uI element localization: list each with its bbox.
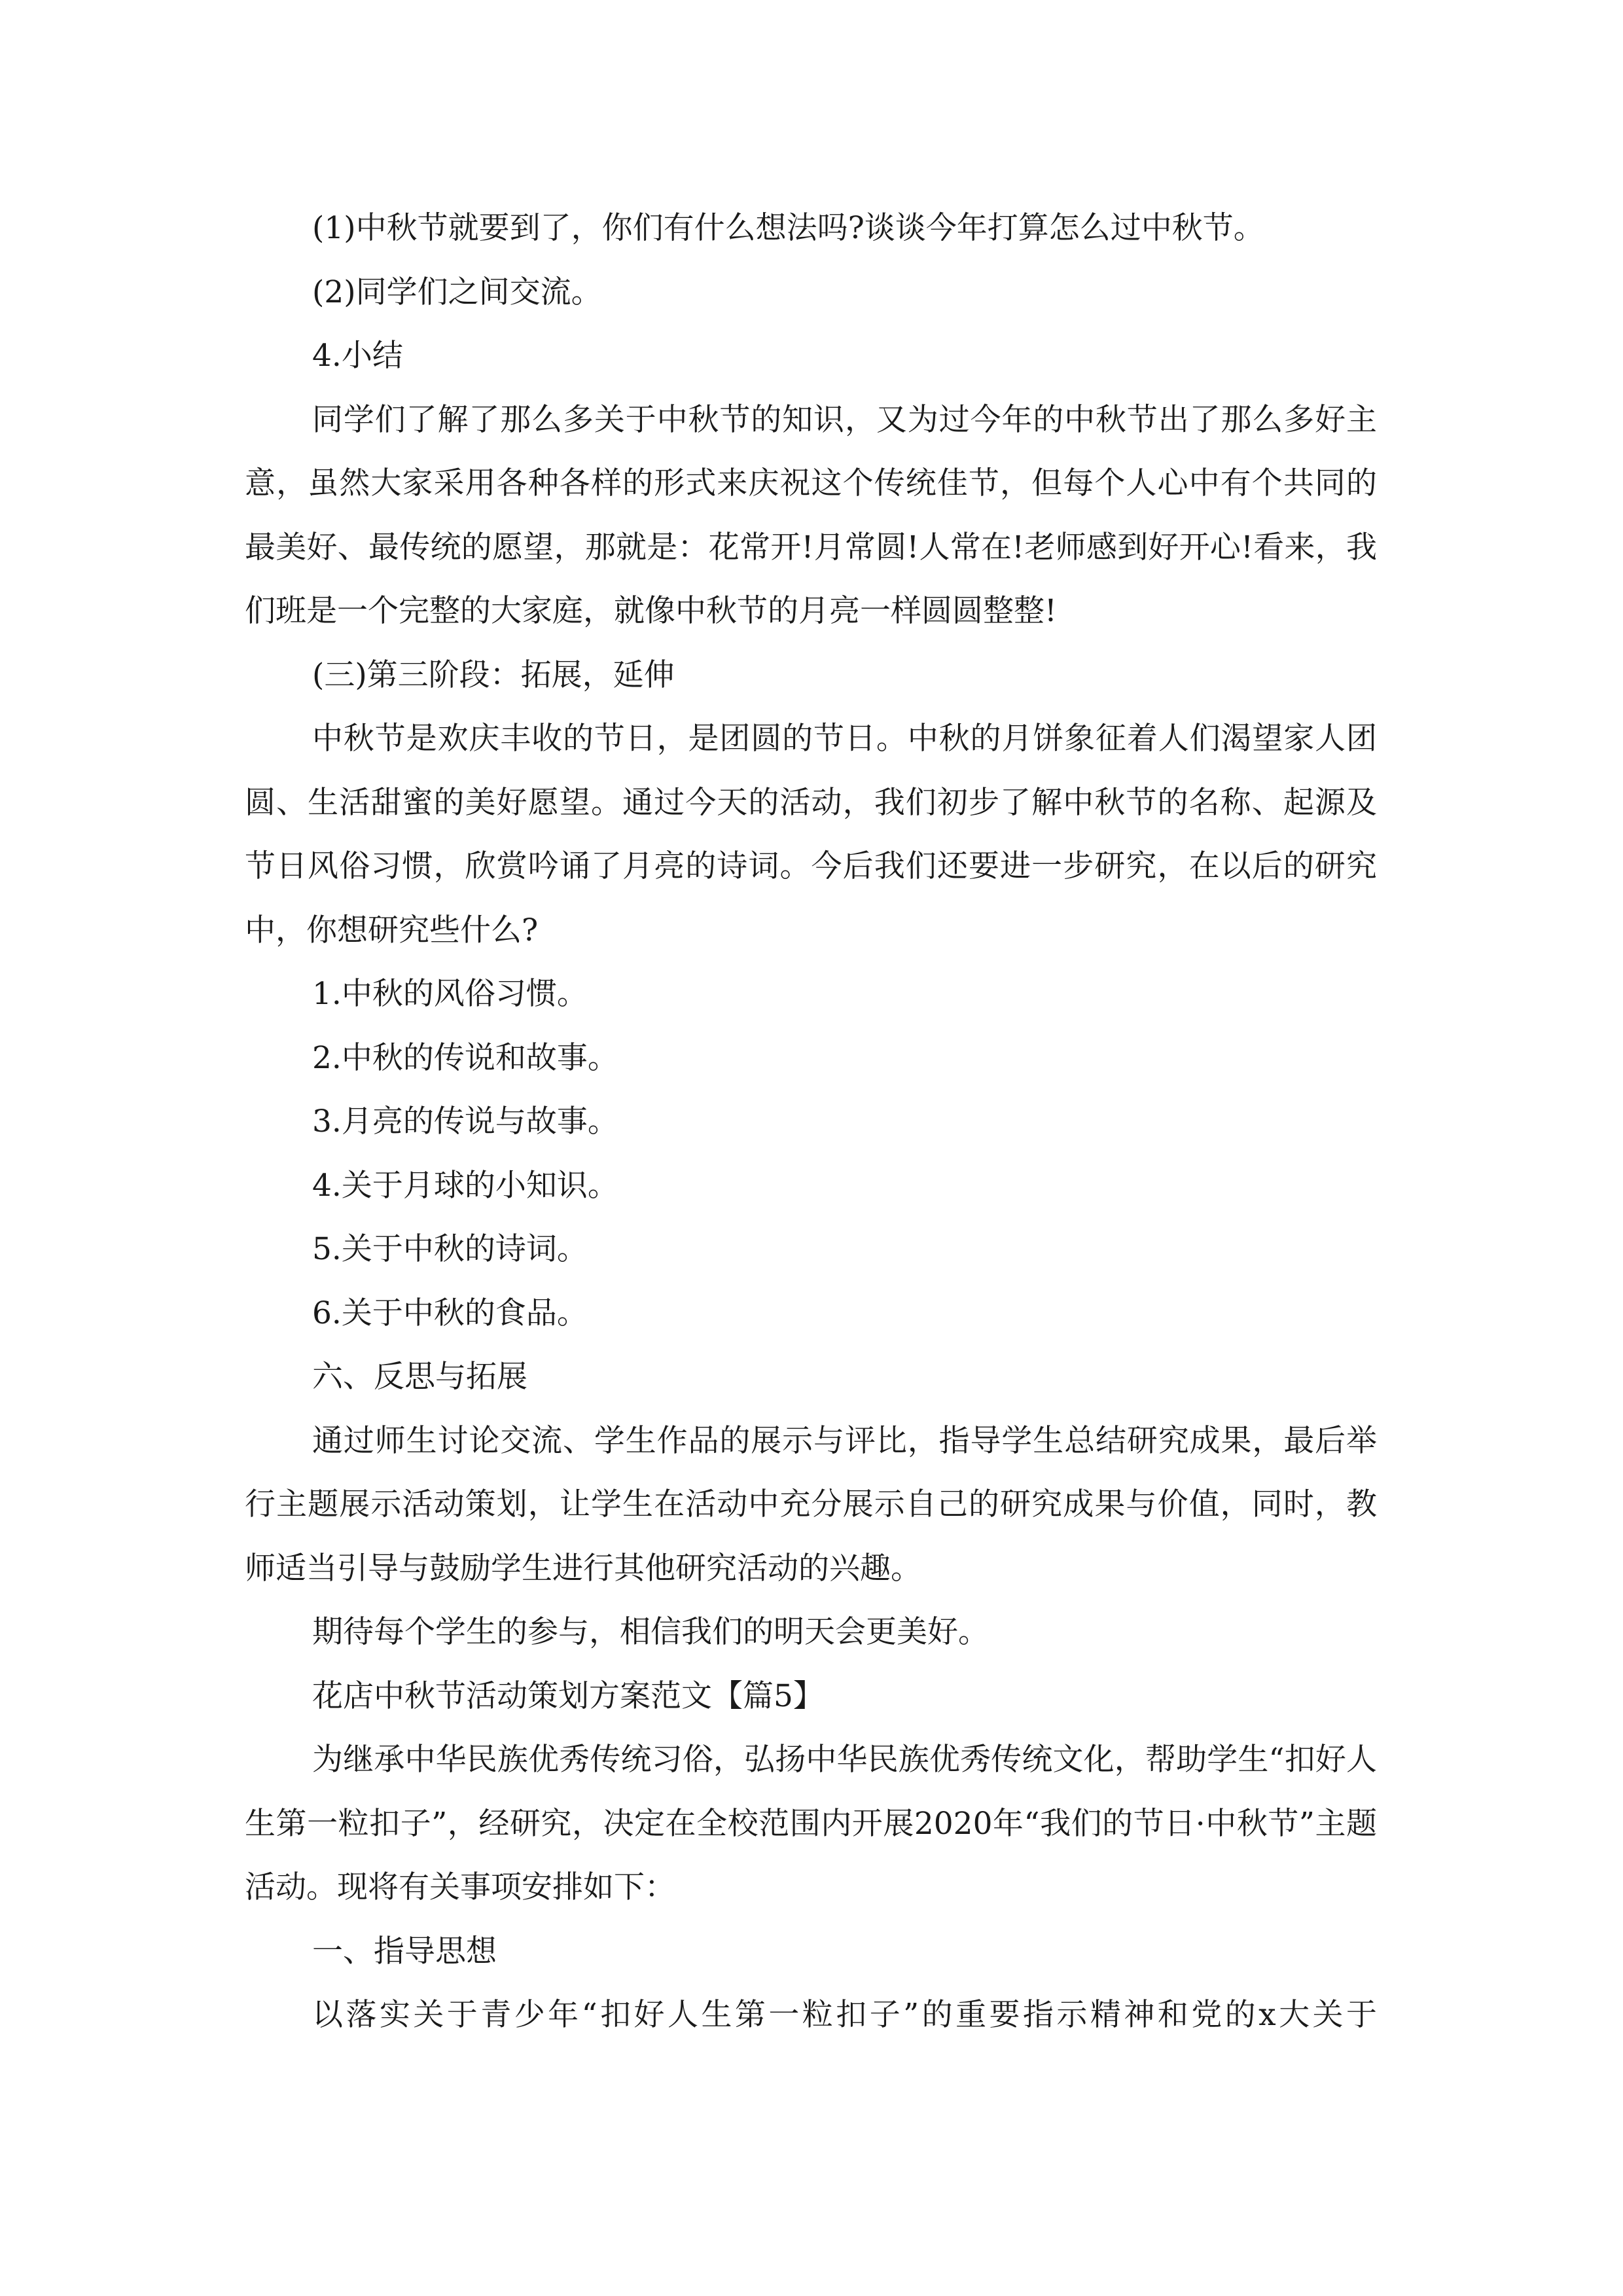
- heading-stage-three: (三)第三阶段：拓展，延伸: [312, 656, 675, 693]
- list-item-3: 3.月亮的传说与故事。: [312, 1103, 618, 1139]
- heading-guiding-idea: 一、指导思想: [312, 1933, 497, 1969]
- section-title-part-5: 花店中秋节活动策划方案范文【篇5】: [312, 1677, 824, 1714]
- list-item-6: 6.关于中秋的食品。: [312, 1295, 588, 1331]
- paragraph-question-1: (1)中秋节就要到了，你们有什么想法吗?谈谈今年打算怎么过中秋节。: [312, 210, 1264, 246]
- document-page: [245, 196, 1377, 2047]
- heading-summary: 4.小结: [312, 338, 403, 374]
- paragraph-guiding-idea: 以落实关于青少年“扣好人生第一粒扣子”的重要指示精神和党的x大关于: [312, 1997, 1377, 2033]
- paragraph-intro-part-5: 为继承中华民族优秀传统习俗，弘扬中华民族优秀传统文化，帮助学生“扣好人生第一粒扣子”，经研究，决定在全校范围内开展2020年“我们的节日·中秋节”主题活动。现将有关事项安排如下：: [245, 1742, 1377, 1905]
- list-item-4: 4.关于月球的小知识。: [312, 1167, 618, 1204]
- paragraph-expectation: 期待每个学生的参与，相信我们的明天会更美好。: [312, 1614, 989, 1650]
- heading-reflection: 六、反思与拓展: [312, 1359, 527, 1395]
- list-item-1: 1.中秋的风俗习惯。: [312, 976, 588, 1012]
- paragraph-question-2: (2)同学们之间交流。: [312, 274, 602, 310]
- paragraph-summary: 同学们了解了那么多关于中秋节的知识，又为过今年的中秋节出了那么多好主意，虽然大家采用各种各样的形式来庆祝这个传统佳节，但每个人心中有个共同的最美好、最传统的愿望，那就是：花常开!月常圆!人常在!老师感到好开心!看来，我们班是一个完整的大家庭，就像中秋节的月亮一样圆圆整整!: [245, 401, 1377, 629]
- list-item-5: 5.关于中秋的诗词。: [312, 1231, 588, 1267]
- paragraph-stage-three: 中秋节是欢庆丰收的节日，是团圆的节日。中秋的月饼象征着人们渴望家人团圆、生活甜蜜的美好愿望。通过今天的活动，我们初步了解中秋节的名称、起源及节日风俗习惯，欣赏吟诵了月亮的诗词。今后我们还要进一步研究，在以后的研究中，你想研究些什么?: [245, 721, 1377, 948]
- list-item-2: 2.中秋的传说和故事。: [312, 1039, 618, 1076]
- paragraph-reflection: 通过师生讨论交流、学生作品的展示与评比，指导学生总结研究成果，最后举行主题展示活动策划，让学生在活动中充分展示自己的研究成果与价值，同时，教师适当引导与鼓励学生进行其他研究活动的兴趣。: [245, 1422, 1377, 1587]
